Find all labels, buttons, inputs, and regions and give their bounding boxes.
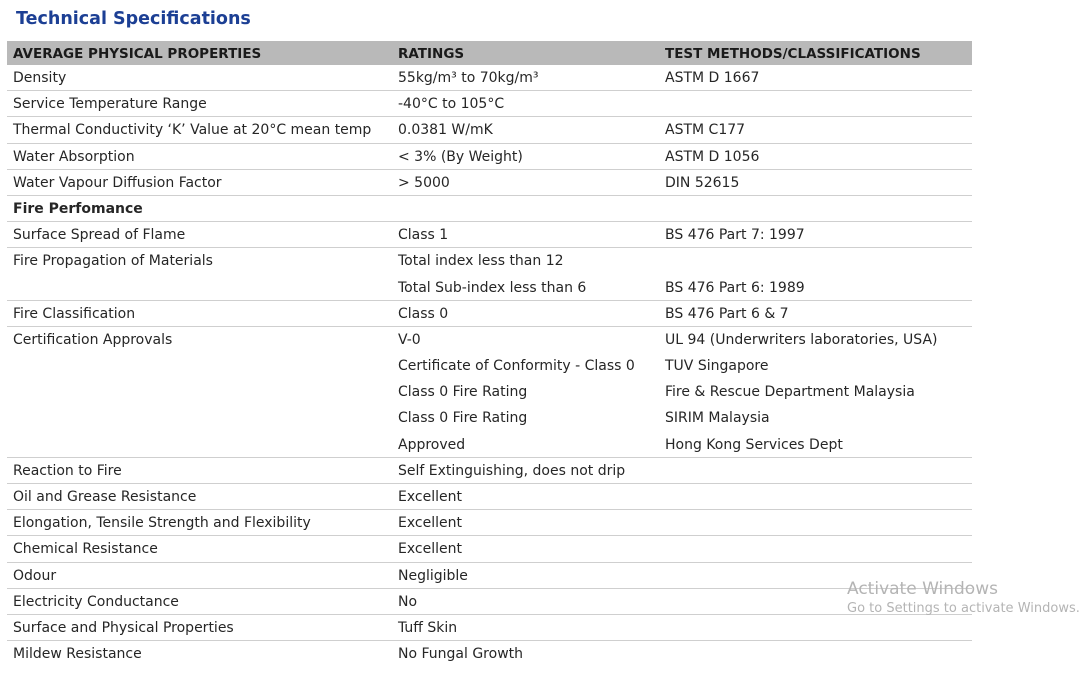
- cell-property: Water Absorption: [13, 148, 135, 165]
- table-row: [7, 379, 972, 405]
- cell-property: Density: [13, 70, 67, 86]
- cell-method: ASTM D 1056: [665, 148, 760, 165]
- table-row: [7, 91, 972, 117]
- cell-method: Hong Kong Services Dept: [665, 436, 843, 453]
- header-ratings: RATINGS: [398, 46, 465, 62]
- cell-method: DIN 52615: [665, 174, 740, 191]
- cell-rating: Tuff Skin: [398, 619, 458, 636]
- section-row: [7, 196, 972, 222]
- table-row: [7, 484, 972, 510]
- table-row: [7, 589, 972, 615]
- cell-rating: Class 0 Fire Rating: [398, 384, 528, 401]
- cell-property: Water Vapour Diffusion Factor: [13, 174, 222, 191]
- cell-rating: Approved: [398, 436, 466, 453]
- cell-property: Certification Approvals: [13, 331, 173, 348]
- table-row: [7, 353, 972, 379]
- cell-method: SIRIM Malaysia: [665, 410, 770, 427]
- table-row: [7, 275, 972, 301]
- cell-rating: Excellent: [398, 515, 462, 532]
- cell-rating: Certificate of Conformity - Class 0: [398, 358, 635, 375]
- cell-rating: Excellent: [398, 489, 462, 505]
- watermark-line-2: Go to Settings to activate Windows.: [847, 601, 1080, 616]
- cell-property: Oil and Grease Resistance: [13, 489, 197, 505]
- table-row: [7, 458, 972, 484]
- cell-method: BS 476 Part 6 & 7: [665, 305, 789, 322]
- cell-rating: 55kg/m³ to 70kg/m³: [398, 70, 539, 86]
- spec-table: [7, 41, 972, 667]
- cell-rating: No Fungal Growth: [398, 646, 524, 663]
- table-row: [7, 170, 972, 196]
- table-row: [7, 563, 972, 589]
- table-row: [7, 65, 972, 91]
- table-row: [7, 641, 972, 667]
- cell-property: Thermal Conductivity ‘K’ Value at 20°C mean temp: [13, 122, 372, 139]
- table-row: [7, 144, 972, 170]
- cell-method: ASTM C177: [665, 122, 746, 139]
- cell-method: BS 476 Part 6: 1989: [665, 279, 805, 296]
- cell-rating: Excellent: [398, 541, 462, 558]
- cell-rating: No: [398, 593, 418, 610]
- activation-watermark: [847, 578, 1080, 618]
- header-test-methods: TEST METHODS/CLASSIFICATIONS: [665, 46, 921, 62]
- cell-property: Electricity Conductance: [13, 593, 179, 610]
- cell-property: Surface and Physical Properties: [13, 619, 234, 636]
- table-body: [7, 65, 972, 667]
- cell-property: Elongation, Tensile Strength and Flexibility: [13, 515, 311, 532]
- table-row: [7, 615, 972, 641]
- cell-rating: Total index less than 12: [398, 253, 564, 270]
- cell-method: BS 476 Part 7: 1997: [665, 227, 805, 244]
- table-row: [7, 117, 972, 143]
- cell-rating: -40°C to 105°C: [398, 96, 505, 113]
- cell-rating: 0.0381 W/mK: [398, 122, 493, 139]
- cell-rating: Class 0: [398, 305, 449, 322]
- cell-method: ASTM D 1667: [665, 70, 760, 86]
- cell-method: Fire & Rescue Department Malaysia: [665, 384, 915, 401]
- cell-rating: Total Sub-index less than 6: [398, 279, 587, 296]
- table-header: [7, 41, 972, 65]
- cell-property: Service Temperature Range: [13, 96, 207, 113]
- table-row: [7, 248, 972, 274]
- page-title: Technical Specifications: [16, 9, 251, 29]
- cell-property: Odour: [13, 567, 57, 584]
- cell-property: Reaction to Fire: [13, 462, 122, 479]
- table-row: [7, 510, 972, 536]
- table-row: [7, 301, 972, 327]
- cell-rating: V-0: [398, 331, 421, 348]
- cell-property: Fire Propagation of Materials: [13, 253, 213, 270]
- cell-property: Surface Spread of Flame: [13, 227, 186, 244]
- table-row: [7, 327, 972, 353]
- cell-rating: Class 0 Fire Rating: [398, 410, 528, 427]
- cell-rating: > 5000: [398, 174, 450, 191]
- table-row: [7, 432, 972, 458]
- cell-property: Mildew Resistance: [13, 646, 142, 663]
- cell-rating: Self Extinguishing, does not drip: [398, 462, 626, 479]
- cell-property: Fire Perfomance: [13, 200, 143, 217]
- header-properties: AVERAGE PHYSICAL PROPERTIES: [13, 46, 262, 62]
- table-row: [7, 222, 972, 248]
- cell-rating: Negligible: [398, 567, 468, 584]
- cell-method: UL 94 (Underwriters laboratories, USA): [665, 331, 938, 348]
- watermark-line-1: Activate Windows: [847, 579, 998, 599]
- cell-property: Fire Classification: [13, 305, 136, 322]
- table-row: [7, 536, 972, 562]
- cell-rating: Class 1: [398, 227, 449, 244]
- table-row: [7, 405, 972, 431]
- cell-rating: < 3% (By Weight): [398, 148, 523, 165]
- cell-method: TUV Singapore: [665, 358, 769, 375]
- cell-property: Chemical Resistance: [13, 541, 158, 558]
